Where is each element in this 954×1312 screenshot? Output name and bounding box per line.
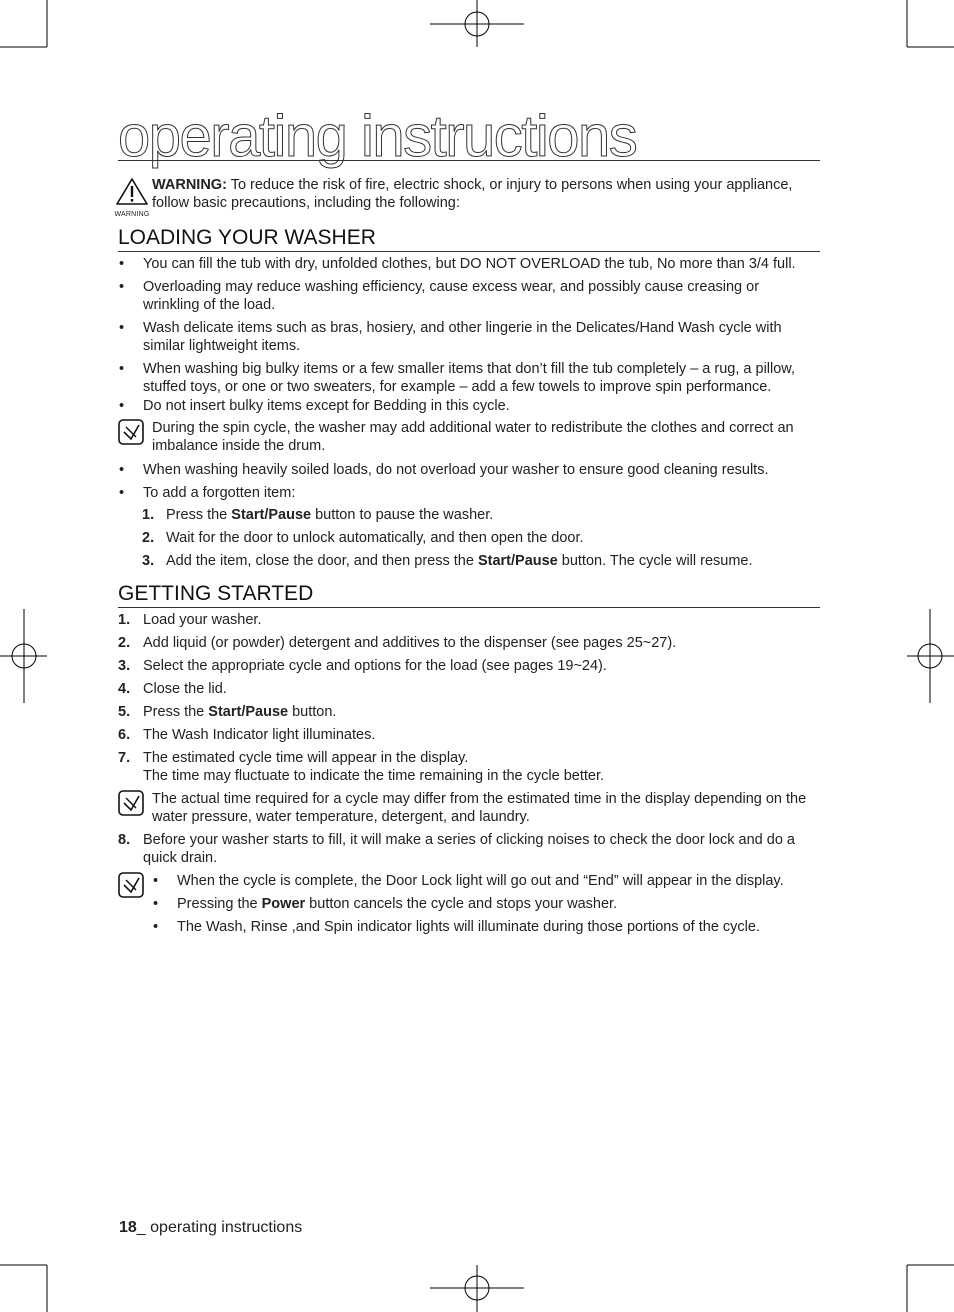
list-item xyxy=(118,319,818,355)
note-block xyxy=(118,790,818,826)
power-label: Power xyxy=(261,896,306,912)
step-number: 5. xyxy=(118,704,131,720)
section-heading-loading: LOADING YOUR WASHER xyxy=(118,226,820,252)
step-number: 7. xyxy=(118,750,131,766)
step xyxy=(118,611,818,629)
warning-icon-label: WARNING xyxy=(114,211,150,218)
footer-text: _ operating instructions xyxy=(136,1219,303,1236)
step-text: Press the xyxy=(166,507,232,523)
warning-body: To reduce the risk of fire, electric shock, or injury to persons when using your appliance, follow basic precautions, including the following: xyxy=(152,177,793,211)
page-number: 18 xyxy=(119,1219,137,1236)
bullet-text: • To add a forgotten item: xyxy=(118,484,818,502)
note-icon xyxy=(118,419,144,445)
note-bullet-text: button cancels the cycle and stops your washer. xyxy=(305,896,618,912)
step-number: 2. xyxy=(142,530,155,546)
step xyxy=(118,703,818,721)
step-number: 2. xyxy=(118,635,131,651)
list-item xyxy=(118,484,818,502)
step-number: 1. xyxy=(142,507,155,523)
step xyxy=(118,831,818,867)
start-pause-label: Start/Pause xyxy=(208,704,289,720)
bullet-text: • Wash delicate items such as bras, hosiery, and other lingerie in the Delicates/Hand Wash cycle with similar lightweight items. xyxy=(118,319,818,355)
step-number: 3. xyxy=(118,658,131,674)
warning-text xyxy=(152,176,820,212)
note-block xyxy=(118,872,818,936)
step-text: The Wash Indicator light illuminates. xyxy=(143,727,376,743)
warning-icon xyxy=(112,176,152,216)
note-bullet: • When the cycle is complete, the Door Lock light will go out and “End” will appear in the display. xyxy=(152,872,818,890)
sub-step xyxy=(118,506,818,524)
step-text: Load your washer. xyxy=(143,612,262,628)
title-rule xyxy=(118,160,820,161)
sub-step xyxy=(118,552,818,570)
bullet-text: • When washing big bulky items or a few smaller items that don’t fill the tub completely – a rug, a pillow, stuffed toys, or one or two sweaters, for example – add a few towels to improve spin performance. xyxy=(118,360,818,396)
step xyxy=(118,680,818,698)
step-text: Wait for the door to unlock automatically, and then open the door. xyxy=(166,530,584,546)
start-pause-label: Start/Pause xyxy=(477,553,558,569)
page-footer xyxy=(119,1218,302,1238)
section-heading-getting-started: GETTING STARTED xyxy=(118,582,820,608)
bullet-text: • You can fill the tub with dry, unfolded clothes, but DO NOT OVERLOAD the tub, No more than 3/4 full. xyxy=(118,255,818,273)
bullet-text: • When washing heavily soiled loads, do not overload your washer to ensure good cleaning results. xyxy=(118,461,818,479)
note-text: During the spin cycle, the washer may add additional water to redistribute the clothes and correct an imbalance inside the drum. xyxy=(152,420,794,454)
note-icon xyxy=(118,790,144,816)
bullet-text: • Overloading may reduce washing efficiency, cause excess wear, and possibly cause creasing or wrinkling of the load. xyxy=(118,278,818,314)
note-icon xyxy=(118,872,144,898)
step-number: 1. xyxy=(118,612,131,628)
sub-step xyxy=(118,529,818,547)
step-text: Press the xyxy=(143,704,209,720)
note-block xyxy=(118,419,818,455)
bullet-text: • Do not insert bulky items except for Bedding in this cycle. xyxy=(118,397,818,415)
warning-block xyxy=(112,176,820,218)
step-text: The time may fluctuate to indicate the time remaining in the cycle better. xyxy=(143,768,605,784)
step-number: 3. xyxy=(142,553,155,569)
list-item xyxy=(118,461,818,479)
step-number: 4. xyxy=(118,681,131,697)
list-item xyxy=(118,360,818,396)
step xyxy=(118,726,818,744)
step-number: 6. xyxy=(118,727,131,743)
step xyxy=(118,657,818,675)
step-number: 8. xyxy=(118,832,131,848)
step-text: button to pause the washer. xyxy=(311,507,494,523)
list-item xyxy=(118,397,818,415)
note-bullet: • The Wash, Rinse ,and Spin indicator lights will illuminate during those portions of the cycle. xyxy=(152,918,818,936)
step-text: The estimated cycle time will appear in the display. xyxy=(143,750,469,766)
note-text: The actual time required for a cycle may differ from the estimated time in the display depending on the water pressure, water temperature, detergent, and laundry. xyxy=(152,791,807,825)
list-item xyxy=(118,255,818,273)
step-text: button. The cycle will resume. xyxy=(557,553,753,569)
note-bullet xyxy=(152,895,818,913)
list-item xyxy=(118,278,818,314)
step-text: Select the appropriate cycle and options for the load (see pages 19~24). xyxy=(143,658,607,674)
step-text: button. xyxy=(288,704,337,720)
step xyxy=(118,634,818,652)
step-text: Add liquid (or powder) detergent and additives to the dispenser (see pages 25~27). xyxy=(143,635,677,651)
note-bullet-text: Pressing the xyxy=(177,896,262,912)
warning-lead: WARNING: xyxy=(152,177,227,193)
step-text: Add the item, close the door, and then press the xyxy=(166,553,478,569)
page-title: operating instructions xyxy=(118,104,637,169)
step-text: Close the lid. xyxy=(143,681,227,697)
start-pause-label: Start/Pause xyxy=(231,507,312,523)
step-text: Before your washer starts to fill, it will make a series of clicking noises to check the door lock and do a quick drain. xyxy=(143,832,795,866)
step xyxy=(118,749,818,785)
